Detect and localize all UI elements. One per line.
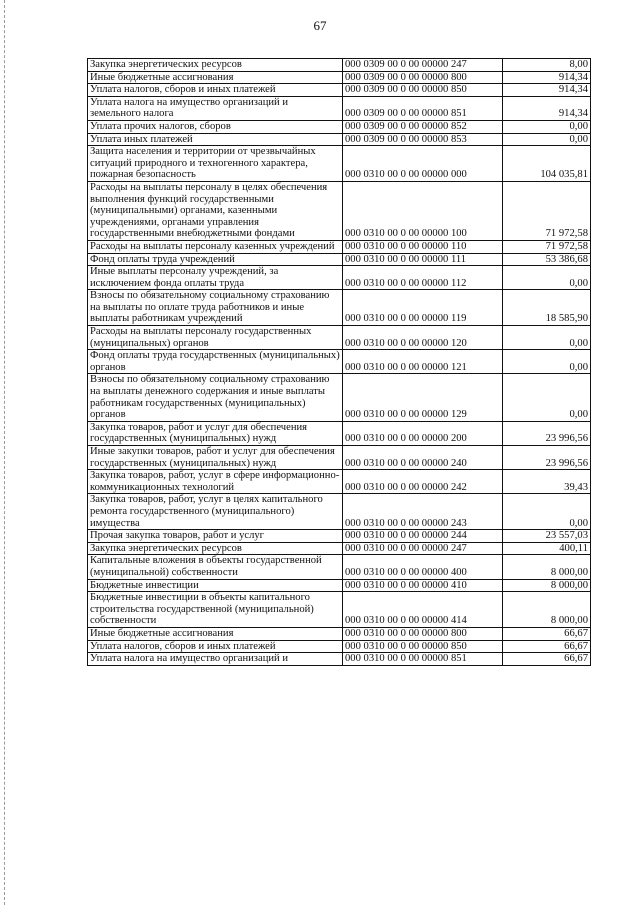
table-row [88,146,591,182]
row-code-cell: 000 0309 00 0 00 00000 853 [343,133,503,146]
table-row [88,71,591,84]
row-code-cell: 000 0310 00 0 00 00000 851 [343,653,503,666]
table-row [88,96,591,120]
row-amount-cell: 914,34 [503,71,591,84]
row-name-cell: Фонд оплаты труда государственных (муниципальных) органов [88,350,343,374]
row-amount-cell: 0,00 [503,120,591,133]
row-amount-cell: 53 386,68 [503,253,591,266]
row-name-cell: Взносы по обязательному социальному страхованию на выплаты по оплате труда работников и иные выплаты работникам учреждений [88,290,343,326]
row-amount-cell: 23 996,56 [503,421,591,445]
row-code-cell: 000 0309 00 0 00 00000 852 [343,120,503,133]
row-code-cell: 000 0310 00 0 00 00000 240 [343,446,503,470]
row-amount-cell: 0,00 [503,494,591,530]
row-amount-cell: 104 035,81 [503,146,591,182]
row-amount-cell: 66,67 [503,640,591,653]
table-row [88,374,591,421]
table-row [88,181,591,240]
table-row [88,133,591,146]
row-code-cell: 000 0310 00 0 00 00000 119 [343,290,503,326]
row-amount-cell: 8 000,00 [503,592,591,628]
row-code-cell: 000 0310 00 0 00 00000 400 [343,555,503,579]
row-name-cell: Бюджетные инвестиции в объекты капитального строительства государственной (муниципальной) собственности [88,592,343,628]
table-row [88,592,591,628]
row-amount-cell: 66,67 [503,627,591,640]
table-row [88,266,591,290]
table-row [88,326,591,350]
row-name-cell: Уплата налога на имущество организаций и земельного налога [88,96,343,120]
row-name-cell: Расходы на выплаты персоналу в целях обеспечения выполнения функций государственными (муниципальными) органами, казенными учреждениями, органами управления государственными внебюджетными фондами [88,181,343,240]
row-amount-cell: 914,34 [503,84,591,97]
page-edge-line [4,0,6,905]
row-amount-cell: 400,11 [503,542,591,555]
row-name-cell: Закупка энергетических ресурсов [88,542,343,555]
row-code-cell: 000 0310 00 0 00 00000 247 [343,542,503,555]
row-name-cell: Закупка энергетических ресурсов [88,59,343,72]
row-amount-cell: 0,00 [503,266,591,290]
row-amount-cell: 23 557,03 [503,530,591,543]
table-row [88,494,591,530]
table-row [88,579,591,592]
row-name-cell: Прочая закупка товаров, работ и услуг [88,530,343,543]
row-code-cell: 000 0310 00 0 00 00000 242 [343,470,503,494]
row-code-cell: 000 0310 00 0 00 00000 244 [343,530,503,543]
row-code-cell: 000 0310 00 0 00 00000 000 [343,146,503,182]
row-amount-cell: 8,00 [503,59,591,72]
row-name-cell: Иные бюджетные ассигнования [88,627,343,640]
table-row [88,253,591,266]
row-amount-cell: 8 000,00 [503,579,591,592]
table-row [88,59,591,72]
row-name-cell: Закупка товаров, работ, услуг в целях капитального ремонта государственного (муниципального) имущества [88,494,343,530]
row-name-cell: Уплата налога на имущество организаций и [88,653,343,666]
row-code-cell: 000 0309 00 0 00 00000 800 [343,71,503,84]
table-row [88,640,591,653]
row-code-cell: 000 0310 00 0 00 00000 100 [343,181,503,240]
row-name-cell: Иные выплаты персоналу учреждений, за исключением фонда оплаты труда [88,266,343,290]
row-amount-cell: 23 996,56 [503,446,591,470]
row-name-cell: Расходы на выплаты персоналу государственных (муниципальных) органов [88,326,343,350]
row-name-cell: Уплата прочих налогов, сборов [88,120,343,133]
row-name-cell: Закупка товаров, работ и услуг для обеспечения государственных (муниципальных) нужд [88,421,343,445]
row-name-cell: Иные бюджетные ассигнования [88,71,343,84]
table-row [88,653,591,666]
row-amount-cell: 71 972,58 [503,240,591,253]
row-code-cell: 000 0310 00 0 00 00000 800 [343,627,503,640]
row-amount-cell: 71 972,58 [503,181,591,240]
table-row [88,421,591,445]
row-name-cell: Фонд оплаты труда учреждений [88,253,343,266]
table-row [88,627,591,640]
row-name-cell: Бюджетные инвестиции [88,579,343,592]
row-amount-cell: 8 000,00 [503,555,591,579]
table-row [88,120,591,133]
row-code-cell: 000 0310 00 0 00 00000 410 [343,579,503,592]
row-code-cell: 000 0310 00 0 00 00000 200 [343,421,503,445]
row-code-cell: 000 0309 00 0 00 00000 247 [343,59,503,72]
row-name-cell: Защита населения и территории от чрезвычайных ситуаций природного и техногенного характера, пожарная безопасность [88,146,343,182]
row-name-cell: Капитальные вложения в объекты государственной (муниципальной) собственности [88,555,343,579]
row-amount-cell: 39,43 [503,470,591,494]
row-amount-cell: 18 585,90 [503,290,591,326]
row-name-cell: Взносы по обязательному социальному страхованию на выплаты денежного содержания и иные выплаты работникам государственных (муниципальных) органов [88,374,343,421]
row-amount-cell: 66,67 [503,653,591,666]
table-row [88,470,591,494]
budget-table-body [88,59,591,666]
row-code-cell: 000 0310 00 0 00 00000 110 [343,240,503,253]
row-code-cell: 000 0309 00 0 00 00000 851 [343,96,503,120]
table-row [88,530,591,543]
table-row [88,350,591,374]
row-name-cell: Закупка товаров, работ, услуг в сфере информационно-коммуникационных технологий [88,470,343,494]
page-number: 67 [313,18,327,33]
table-row [88,240,591,253]
row-code-cell: 000 0310 00 0 00 00000 120 [343,326,503,350]
row-code-cell: 000 0310 00 0 00 00000 129 [343,374,503,421]
row-amount-cell: 0,00 [503,133,591,146]
table-row [88,446,591,470]
row-code-cell: 000 0310 00 0 00 00000 243 [343,494,503,530]
row-amount-cell: 0,00 [503,326,591,350]
table-row [88,542,591,555]
row-amount-cell: 0,00 [503,350,591,374]
row-name-cell: Уплата иных платежей [88,133,343,146]
row-name-cell: Расходы на выплаты персоналу казенных учреждений [88,240,343,253]
table-row [88,84,591,97]
table-row [88,290,591,326]
budget-table [87,58,591,666]
row-name-cell: Уплата налогов, сборов и иных платежей [88,84,343,97]
table-row [88,555,591,579]
row-code-cell: 000 0310 00 0 00 00000 112 [343,266,503,290]
row-code-cell: 000 0310 00 0 00 00000 414 [343,592,503,628]
row-amount-cell: 0,00 [503,374,591,421]
row-code-cell: 000 0310 00 0 00 00000 850 [343,640,503,653]
row-name-cell: Уплата налогов, сборов и иных платежей [88,640,343,653]
row-code-cell: 000 0310 00 0 00 00000 121 [343,350,503,374]
row-name-cell: Иные закупки товаров, работ и услуг для обеспечения государственных (муниципальных) нужд [88,446,343,470]
row-code-cell: 000 0310 00 0 00 00000 111 [343,253,503,266]
row-code-cell: 000 0309 00 0 00 00000 850 [343,84,503,97]
row-amount-cell: 914,34 [503,96,591,120]
